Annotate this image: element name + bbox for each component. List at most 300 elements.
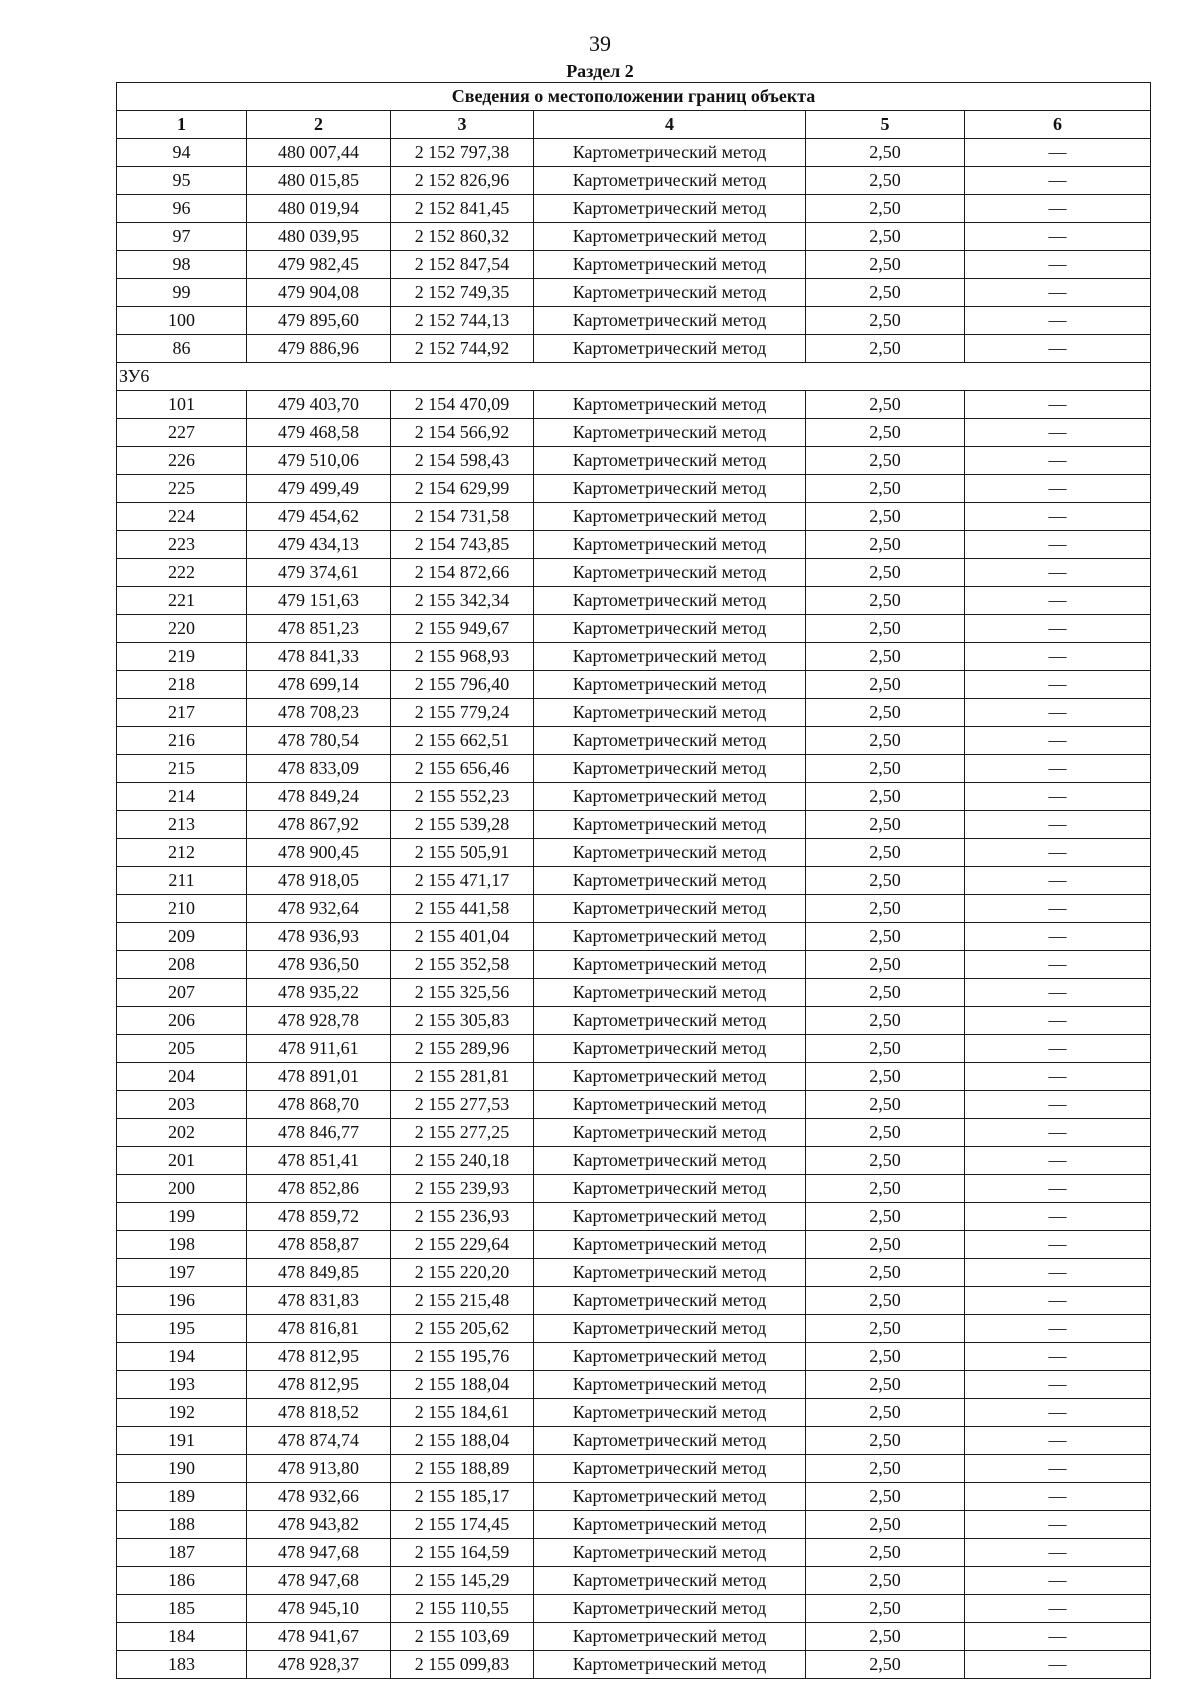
table-cell: 2 155 240,18 — [391, 1147, 534, 1175]
table-cell: 478 859,72 — [247, 1203, 391, 1231]
table-cell: 217 — [117, 699, 247, 727]
table-cell: Картометрический метод — [534, 1539, 806, 1567]
table-cell: 2,50 — [806, 279, 965, 307]
table-cell: 2,50 — [806, 419, 965, 447]
table-cell: 478 858,87 — [247, 1231, 391, 1259]
table-cell: 2 152 847,54 — [391, 251, 534, 279]
table-cell: 213 — [117, 811, 247, 839]
table-cell: 478 935,22 — [247, 979, 391, 1007]
table-cell: — — [965, 615, 1151, 643]
table-cell: 2,50 — [806, 1623, 965, 1651]
table-cell: 2 155 949,67 — [391, 615, 534, 643]
column-header: 5 — [806, 111, 965, 139]
table-cell: 478 849,24 — [247, 783, 391, 811]
table-cell: 478 852,86 — [247, 1175, 391, 1203]
table-cell: Картометрический метод — [534, 1315, 806, 1343]
table-cell: Картометрический метод — [534, 1091, 806, 1119]
table-cell: Картометрический метод — [534, 615, 806, 643]
table-cell: 207 — [117, 979, 247, 1007]
table-row — [117, 1119, 1151, 1147]
table-cell: — — [965, 1483, 1151, 1511]
table-cell: 219 — [117, 643, 247, 671]
section-title: Раздел 2 — [566, 61, 634, 81]
table-cell: 2 155 441,58 — [391, 895, 534, 923]
table-cell: — — [965, 1287, 1151, 1315]
table-cell: 2 155 656,46 — [391, 755, 534, 783]
table-cell: 2 155 505,91 — [391, 839, 534, 867]
table-row — [117, 391, 1151, 419]
table-cell: — — [965, 223, 1151, 251]
table-cell: 183 — [117, 1651, 247, 1679]
table-cell: 2 155 164,59 — [391, 1539, 534, 1567]
table-cell: Картометрический метод — [534, 867, 806, 895]
table-cell: — — [965, 167, 1151, 195]
table-cell: 478 849,85 — [247, 1259, 391, 1287]
table-cell: — — [965, 559, 1151, 587]
table-row — [117, 1231, 1151, 1259]
table-cell: Картометрический метод — [534, 1203, 806, 1231]
table-row — [117, 195, 1151, 223]
table-cell: 479 403,70 — [247, 391, 391, 419]
table-cell: 2,50 — [806, 503, 965, 531]
table-cell: 199 — [117, 1203, 247, 1231]
table-cell: 210 — [117, 895, 247, 923]
table-cell: 2,50 — [806, 1651, 965, 1679]
table-cell: 479 151,63 — [247, 587, 391, 615]
table-row — [117, 1427, 1151, 1455]
table-cell: 2,50 — [806, 1567, 965, 1595]
table-cell: 2 154 872,66 — [391, 559, 534, 587]
table-row — [117, 475, 1151, 503]
column-header-row — [117, 111, 1151, 139]
table-cell: 478 812,95 — [247, 1343, 391, 1371]
table-cell: 2 152 744,92 — [391, 335, 534, 363]
table-cell: Картометрический метод — [534, 727, 806, 755]
table-cell: — — [965, 1007, 1151, 1035]
table-cell: 97 — [117, 223, 247, 251]
table-cell: — — [965, 1343, 1151, 1371]
table-cell: 189 — [117, 1483, 247, 1511]
group-label: ЗУ6 — [117, 363, 1151, 391]
table-cell: 98 — [117, 251, 247, 279]
table-row — [117, 167, 1151, 195]
table-cell: 188 — [117, 1511, 247, 1539]
table-cell: — — [965, 1651, 1151, 1679]
table-cell: Картометрический метод — [534, 755, 806, 783]
table-cell: — — [965, 867, 1151, 895]
table-cell: — — [965, 1147, 1151, 1175]
table-cell: 2 155 281,81 — [391, 1063, 534, 1091]
table-row — [117, 251, 1151, 279]
table-row — [117, 531, 1151, 559]
table-cell: 2,50 — [806, 1427, 965, 1455]
table-cell: — — [965, 727, 1151, 755]
table-cell: 478 918,05 — [247, 867, 391, 895]
table-cell: 2 155 188,04 — [391, 1371, 534, 1399]
table-cell: 478 947,68 — [247, 1567, 391, 1595]
table-cell: 194 — [117, 1343, 247, 1371]
table-cell: Картометрический метод — [534, 1063, 806, 1091]
table-row — [117, 335, 1151, 363]
table-row — [117, 1091, 1151, 1119]
table-cell: Картометрический метод — [534, 895, 806, 923]
table-cell: 2 155 239,93 — [391, 1175, 534, 1203]
table-cell: 2,50 — [806, 1315, 965, 1343]
table-row — [117, 587, 1151, 615]
table-cell: Картометрический метод — [534, 1455, 806, 1483]
table-row — [117, 1483, 1151, 1511]
table-cell: 479 904,08 — [247, 279, 391, 307]
table-cell: — — [965, 1203, 1151, 1231]
table-cell: 2 155 174,45 — [391, 1511, 534, 1539]
table-cell: — — [965, 335, 1151, 363]
table-cell: 478 947,68 — [247, 1539, 391, 1567]
table-cell: 480 019,94 — [247, 195, 391, 223]
table-cell: 2 155 220,20 — [391, 1259, 534, 1287]
table-cell: — — [965, 475, 1151, 503]
table-row — [117, 559, 1151, 587]
table-cell: 2 155 184,61 — [391, 1399, 534, 1427]
table-cell: 2 154 629,99 — [391, 475, 534, 503]
table-cell: 2 154 470,09 — [391, 391, 534, 419]
table-cell: 2,50 — [806, 1595, 965, 1623]
table-cell: — — [965, 671, 1151, 699]
table-cell: 197 — [117, 1259, 247, 1287]
table-cell: 478 941,67 — [247, 1623, 391, 1651]
table-cell: Картометрический метод — [534, 195, 806, 223]
table-cell: 2 152 744,13 — [391, 307, 534, 335]
table-row — [117, 671, 1151, 699]
table-row — [117, 1651, 1151, 1679]
table-cell: Картометрический метод — [534, 1175, 806, 1203]
table-cell: 479 510,06 — [247, 447, 391, 475]
table-cell: 2,50 — [806, 195, 965, 223]
table-cell: 2,50 — [806, 727, 965, 755]
table-cell: Картометрический метод — [534, 671, 806, 699]
table-cell: 480 007,44 — [247, 139, 391, 167]
table-cell: 226 — [117, 447, 247, 475]
table-cell: 2,50 — [806, 475, 965, 503]
table-cell: 2 152 826,96 — [391, 167, 534, 195]
table-cell: 479 374,61 — [247, 559, 391, 587]
table-cell: 2 155 099,83 — [391, 1651, 534, 1679]
table-cell: 2 155 110,55 — [391, 1595, 534, 1623]
table-cell: 2 155 277,53 — [391, 1091, 534, 1119]
table-cell: 220 — [117, 615, 247, 643]
table-cell: 2 154 566,92 — [391, 419, 534, 447]
table-row — [117, 1371, 1151, 1399]
table-cell: 2,50 — [806, 811, 965, 839]
table-cell: Картометрический метод — [534, 643, 806, 671]
table-cell: — — [965, 531, 1151, 559]
table-cell: 478 708,23 — [247, 699, 391, 727]
table-row — [117, 447, 1151, 475]
table-cell: 2 155 195,76 — [391, 1343, 534, 1371]
table-cell: 478 913,80 — [247, 1455, 391, 1483]
table-cell: 478 911,61 — [247, 1035, 391, 1063]
table-cell: 2 155 145,29 — [391, 1567, 534, 1595]
table-cell: 2 155 188,04 — [391, 1427, 534, 1455]
table-cell: 2,50 — [806, 1231, 965, 1259]
table-cell: 2,50 — [806, 447, 965, 475]
table-row — [117, 1007, 1151, 1035]
table-cell: 478 833,09 — [247, 755, 391, 783]
table-cell: Картометрический метод — [534, 531, 806, 559]
table-cell: 185 — [117, 1595, 247, 1623]
table-cell: 2 152 797,38 — [391, 139, 534, 167]
table-row — [117, 1147, 1151, 1175]
group-label-row — [117, 363, 1151, 391]
table-cell: 478 874,74 — [247, 1427, 391, 1455]
table-cell: 2,50 — [806, 391, 965, 419]
table-cell: 211 — [117, 867, 247, 895]
table-cell: 2,50 — [806, 1483, 965, 1511]
column-header: 6 — [965, 111, 1151, 139]
table-row — [117, 839, 1151, 867]
table-cell: Картометрический метод — [534, 1623, 806, 1651]
table-cell: — — [965, 1231, 1151, 1259]
table-row — [117, 1259, 1151, 1287]
table-cell: — — [965, 1455, 1151, 1483]
table-cell: Картометрический метод — [534, 1287, 806, 1315]
boundary-coordinates-table — [116, 82, 1151, 1679]
table-cell: — — [965, 391, 1151, 419]
table-cell: 2 155 352,58 — [391, 951, 534, 979]
table-cell: 2,50 — [806, 1063, 965, 1091]
table-cell: 2,50 — [806, 1007, 965, 1035]
table-cell: 479 982,45 — [247, 251, 391, 279]
table-cell: 2,50 — [806, 615, 965, 643]
table-cell: 478 831,83 — [247, 1287, 391, 1315]
table-cell: 2 155 215,48 — [391, 1287, 534, 1315]
table-cell: Картометрический метод — [534, 139, 806, 167]
table-row — [117, 979, 1151, 1007]
table-cell: 2,50 — [806, 559, 965, 587]
table-cell: 2,50 — [806, 923, 965, 951]
table-cell: 479 434,13 — [247, 531, 391, 559]
table-cell: 200 — [117, 1175, 247, 1203]
table-cell: — — [965, 783, 1151, 811]
table-cell: 2 155 342,34 — [391, 587, 534, 615]
table-cell: 2,50 — [806, 1371, 965, 1399]
table-cell: 2 155 471,17 — [391, 867, 534, 895]
table-cell: Картометрический метод — [534, 1035, 806, 1063]
table-cell: 184 — [117, 1623, 247, 1651]
table-cell: 215 — [117, 755, 247, 783]
table-row — [117, 951, 1151, 979]
table-cell: 193 — [117, 1371, 247, 1399]
table-cell: 2,50 — [806, 1091, 965, 1119]
table-cell: 2,50 — [806, 1259, 965, 1287]
table-cell: Картометрический метод — [534, 1231, 806, 1259]
table-row — [117, 643, 1151, 671]
table-cell: — — [965, 503, 1151, 531]
table-cell: Картометрический метод — [534, 951, 806, 979]
table-cell: 2 154 598,43 — [391, 447, 534, 475]
table-cell: 2,50 — [806, 1511, 965, 1539]
table-cell: — — [965, 1091, 1151, 1119]
table-cell: 99 — [117, 279, 247, 307]
table-cell: 479 886,96 — [247, 335, 391, 363]
table-cell: 2,50 — [806, 671, 965, 699]
table-cell: — — [965, 895, 1151, 923]
table-row — [117, 1539, 1151, 1567]
table-cell: 227 — [117, 419, 247, 447]
table-caption: Сведения о местоположении границ объекта — [117, 83, 1151, 111]
table-cell: 2 152 860,32 — [391, 223, 534, 251]
table-cell: 195 — [117, 1315, 247, 1343]
table-cell: Картометрический метод — [534, 839, 806, 867]
table-cell: 478 851,41 — [247, 1147, 391, 1175]
table-cell: 2,50 — [806, 1343, 965, 1371]
table-cell: 2 155 277,25 — [391, 1119, 534, 1147]
table-cell: 192 — [117, 1399, 247, 1427]
table-cell: — — [965, 1371, 1151, 1399]
table-cell: — — [965, 1511, 1151, 1539]
table-row — [117, 727, 1151, 755]
table-row — [117, 139, 1151, 167]
table-cell: 478 945,10 — [247, 1595, 391, 1623]
table-cell: 212 — [117, 839, 247, 867]
table-cell: 218 — [117, 671, 247, 699]
table-cell: Картометрический метод — [534, 251, 806, 279]
table-cell: 223 — [117, 531, 247, 559]
table-cell: 2 155 205,62 — [391, 1315, 534, 1343]
table-cell: Картометрический метод — [534, 475, 806, 503]
table-cell: — — [965, 195, 1151, 223]
table-cell: 478 900,45 — [247, 839, 391, 867]
table-row — [117, 1203, 1151, 1231]
table-cell: — — [965, 839, 1151, 867]
table-cell: 478 818,52 — [247, 1399, 391, 1427]
table-cell: 2,50 — [806, 839, 965, 867]
table-cell: Картометрический метод — [534, 783, 806, 811]
table-cell: 202 — [117, 1119, 247, 1147]
table-cell: Картометрический метод — [534, 1371, 806, 1399]
table-cell: 2,50 — [806, 1147, 965, 1175]
table-cell: 214 — [117, 783, 247, 811]
table-cell: 191 — [117, 1427, 247, 1455]
table-cell: 478 932,66 — [247, 1483, 391, 1511]
table-cell: 2 155 662,51 — [391, 727, 534, 755]
table-cell: 2,50 — [806, 587, 965, 615]
column-header: 2 — [247, 111, 391, 139]
table-cell: 205 — [117, 1035, 247, 1063]
table-cell: Картометрический метод — [534, 1259, 806, 1287]
table-row — [117, 1623, 1151, 1651]
table-cell: 479 454,62 — [247, 503, 391, 531]
table-row — [117, 867, 1151, 895]
table-row — [117, 1455, 1151, 1483]
table-cell: 479 499,49 — [247, 475, 391, 503]
table-row — [117, 923, 1151, 951]
table-row — [117, 755, 1151, 783]
table-cell: — — [965, 1567, 1151, 1595]
table-row — [117, 615, 1151, 643]
table-cell: — — [965, 419, 1151, 447]
table-cell: 95 — [117, 167, 247, 195]
table-cell: 2 155 188,89 — [391, 1455, 534, 1483]
table-cell: 2,50 — [806, 1287, 965, 1315]
table-cell: 198 — [117, 1231, 247, 1259]
table-cell: 478 851,23 — [247, 615, 391, 643]
table-row — [117, 1175, 1151, 1203]
table-cell: Картометрический метод — [534, 1511, 806, 1539]
table-cell: 206 — [117, 1007, 247, 1035]
table-cell: 208 — [117, 951, 247, 979]
table-cell: Картометрический метод — [534, 447, 806, 475]
table-cell: 2,50 — [806, 307, 965, 335]
table-cell: 2 154 743,85 — [391, 531, 534, 559]
table-row — [117, 1035, 1151, 1063]
table-row — [117, 503, 1151, 531]
table-cell: Картометрический метод — [534, 1119, 806, 1147]
table-cell: 2 155 552,23 — [391, 783, 534, 811]
table-cell: Картометрический метод — [534, 923, 806, 951]
table-cell: — — [965, 699, 1151, 727]
table-cell: 479 468,58 — [247, 419, 391, 447]
table-cell: 2,50 — [806, 783, 965, 811]
table-cell: 2,50 — [806, 1203, 965, 1231]
table-cell: 2,50 — [806, 979, 965, 1007]
table-cell: 86 — [117, 335, 247, 363]
table-cell: 480 015,85 — [247, 167, 391, 195]
table-cell: 478 891,01 — [247, 1063, 391, 1091]
table-row — [117, 783, 1151, 811]
table-cell: 2,50 — [806, 1539, 965, 1567]
table-cell: 2 155 229,64 — [391, 1231, 534, 1259]
table-cell: 2 155 236,93 — [391, 1203, 534, 1231]
table-cell: 225 — [117, 475, 247, 503]
table-cell: 2 154 731,58 — [391, 503, 534, 531]
table-cell: 478 936,93 — [247, 923, 391, 951]
table-cell: 2,50 — [806, 755, 965, 783]
column-header: 4 — [534, 111, 806, 139]
table-cell: 478 699,14 — [247, 671, 391, 699]
column-header: 3 — [391, 111, 534, 139]
table-cell: 209 — [117, 923, 247, 951]
table-cell: 2,50 — [806, 1455, 965, 1483]
table-cell: — — [965, 643, 1151, 671]
table-cell: — — [965, 1315, 1151, 1343]
table-cell: 2 155 103,69 — [391, 1623, 534, 1651]
table-row — [117, 895, 1151, 923]
table-cell: Картометрический метод — [534, 1567, 806, 1595]
table-row — [117, 419, 1151, 447]
table-cell: Картометрический метод — [534, 503, 806, 531]
page-number: 39 — [589, 31, 611, 56]
table-cell: Картометрический метод — [534, 307, 806, 335]
table-cell: 187 — [117, 1539, 247, 1567]
table-cell: Картометрический метод — [534, 1595, 806, 1623]
table-cell: Картометрический метод — [534, 1343, 806, 1371]
table-cell: Картометрический метод — [534, 1483, 806, 1511]
table-cell: 2 155 779,24 — [391, 699, 534, 727]
table-row — [117, 1399, 1151, 1427]
table-cell: 2 155 539,28 — [391, 811, 534, 839]
table-cell: Картометрический метод — [534, 1007, 806, 1035]
table-caption-row — [117, 83, 1151, 111]
table-cell: — — [965, 1063, 1151, 1091]
table-cell: — — [965, 1259, 1151, 1287]
table-cell: — — [965, 1539, 1151, 1567]
table-cell: 2 152 841,45 — [391, 195, 534, 223]
table-cell: 2 155 305,83 — [391, 1007, 534, 1035]
table-cell: 2 155 796,40 — [391, 671, 534, 699]
table-row — [117, 1287, 1151, 1315]
table-cell: Картометрический метод — [534, 699, 806, 727]
table-cell: Картометрический метод — [534, 587, 806, 615]
